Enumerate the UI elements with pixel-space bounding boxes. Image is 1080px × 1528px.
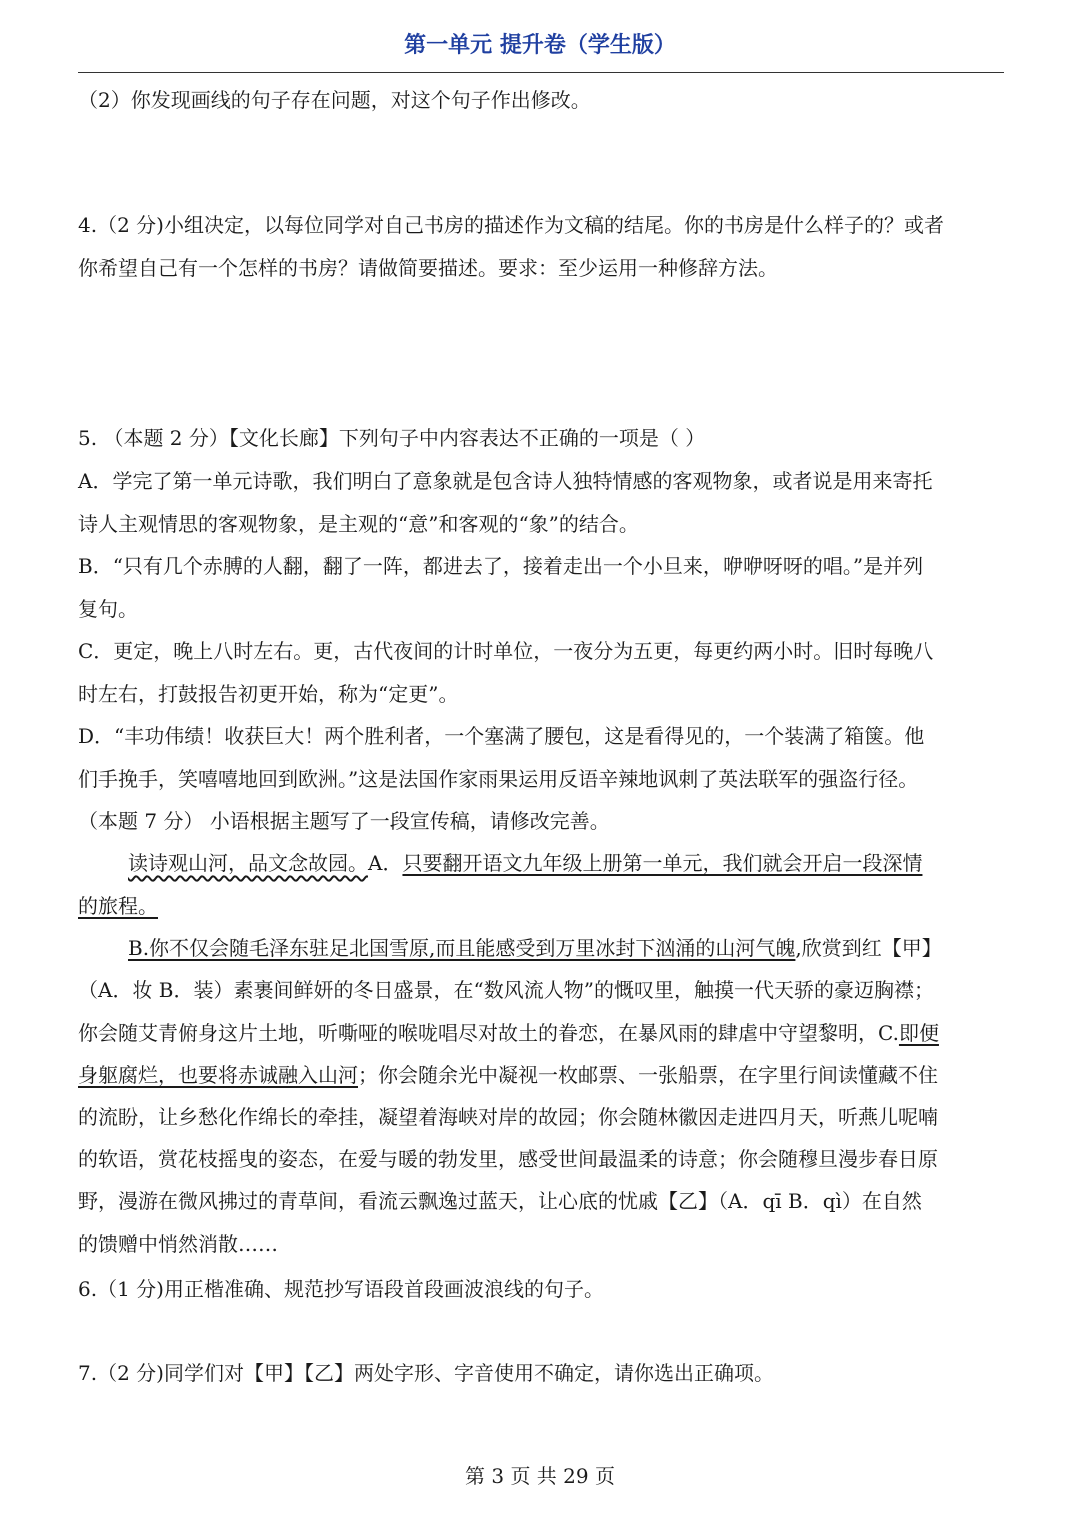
passage-line-10: 的馈赠中悄然消散……	[78, 1232, 278, 1256]
header-divider	[78, 72, 1004, 73]
passage-text: ,欣赏到红【甲】	[795, 936, 942, 960]
sentence-c-label: C.	[878, 1021, 899, 1045]
passage-text: 你会随艾青俯身这片土地，听嘶哑的喉咙唱尽对故土的眷恋，在暴风雨的肆虐中守望黎明，	[78, 1021, 878, 1045]
passage-text: ；你会随余光中凝视一枚邮票、一张船票，在字里行间读懂藏不住	[358, 1063, 938, 1087]
page-number-footer: 第 3 页 共 29 页	[465, 1464, 615, 1488]
section-7-intro: （本题 7 分） 小语根据主题写了一段宣传稿，请修改完善。	[78, 809, 610, 833]
question-6: 6.（1 分)用正楷准确、规范抄写语段首段画波浪线的句子。	[78, 1277, 604, 1301]
passage-line-2	[78, 892, 1008, 920]
subquestion-2: （2）你发现画线的句子存在问题，对这个句子作出修改。	[78, 88, 591, 112]
passage-line-3	[128, 934, 1058, 962]
option-c-line-1: C．更定，晚上八时左右。更，古代夜间的计时单位，一夜分为五更，每更约两小时。旧时每晚八	[78, 639, 934, 663]
underlined-sentence-c-cont: 身躯腐烂，也要将赤诚融入山河	[78, 1063, 358, 1087]
question-5-stem: 5. （本题 2 分）【文化长廊】下列句子中内容表达不正确的一项是（ ）	[78, 426, 706, 450]
option-d-line-2: 们手挽手，笑嘻嘻地回到欧洲。”这是法国作家雨果运用反语辛辣地讽刺了英法联军的强盗行径。	[78, 767, 919, 791]
question-4-line-1: 4.（2 分)小组决定，以每位同学对自己书房的描述作为文稿的结尾。你的书房是什么样子的？或者	[78, 213, 944, 237]
passage-line-4: （A．妆 B．装）素裹间鲜妍的冬日盛景，在“数风流人物”的慨叹里，触摸一代天骄的豪迈胸襟；	[78, 978, 934, 1002]
wavy-underlined-sentence: 读诗观山河，品文念故园。	[128, 851, 368, 875]
option-d-line-1: D．“丰功伟绩！收获巨大！两个胜利者，一个塞满了腰包，这是看得见的，一个装满了箱箧。他	[78, 724, 925, 748]
passage-line-6	[78, 1061, 1008, 1089]
passage-line-5	[78, 1019, 1008, 1047]
underlined-sentence-a: 只要翻开语文九年级上册第一单元，我们就会开启一段深情	[402, 851, 923, 875]
option-b-line-2: 复句。	[78, 597, 138, 621]
page-header-title: 第一单元 提升卷（学生版）	[404, 33, 676, 58]
passage-line-9: 野，漫游在微风拂过的青草间，看流云飘逸过蓝天，让心底的忧戚【乙】（A．qī B．qì）在自然	[78, 1189, 922, 1213]
sentence-a-label: A．	[368, 851, 403, 875]
underlined-sentence-a-cont: 的旅程。	[78, 894, 158, 918]
option-b-line-1: B．“只有几个赤膊的人翻，翻了一阵，都进去了，接着走出一个小旦来，咿咿呀呀的唱。”是并列	[78, 554, 924, 578]
underlined-sentence-c: 即便	[898, 1021, 939, 1045]
question-7: 7.（2 分)同学们对【甲】【乙】两处字形、字音使用不确定，请你选出正确项。	[78, 1361, 774, 1385]
option-a-line-1: A．学完了第一单元诗歌，我们明白了意象就是包含诗人独特情感的客观物象，或者说是用来寄托	[78, 469, 933, 493]
underlined-sentence-b: B.你不仅会随毛泽东驻足北国雪原,而且能感受到万里冰封下汹涌的山河气魄	[128, 936, 796, 960]
option-a-line-2: 诗人主观情思的客观物象，是主观的“意”和客观的“象”的结合。	[78, 512, 639, 536]
question-4-line-2: 你希望自己有一个怎样的书房？请做简要描述。要求：至少运用一种修辞方法。	[78, 256, 778, 280]
passage-line-8: 的软语，赏花枝摇曳的姿态，在爱与暖的勃发里，感受世间最温柔的诗意；你会随穆旦漫步春日原	[78, 1147, 938, 1171]
passage-line-7: 的流盼，让乡愁化作绵长的牵挂，凝望着海峡对岸的故园；你会随林徽因走进四月天，听燕儿呢喃	[78, 1105, 938, 1129]
passage-line-1	[128, 849, 1058, 877]
option-c-line-2: 时左右，打鼓报告初更开始，称为“定更”。	[78, 682, 459, 706]
